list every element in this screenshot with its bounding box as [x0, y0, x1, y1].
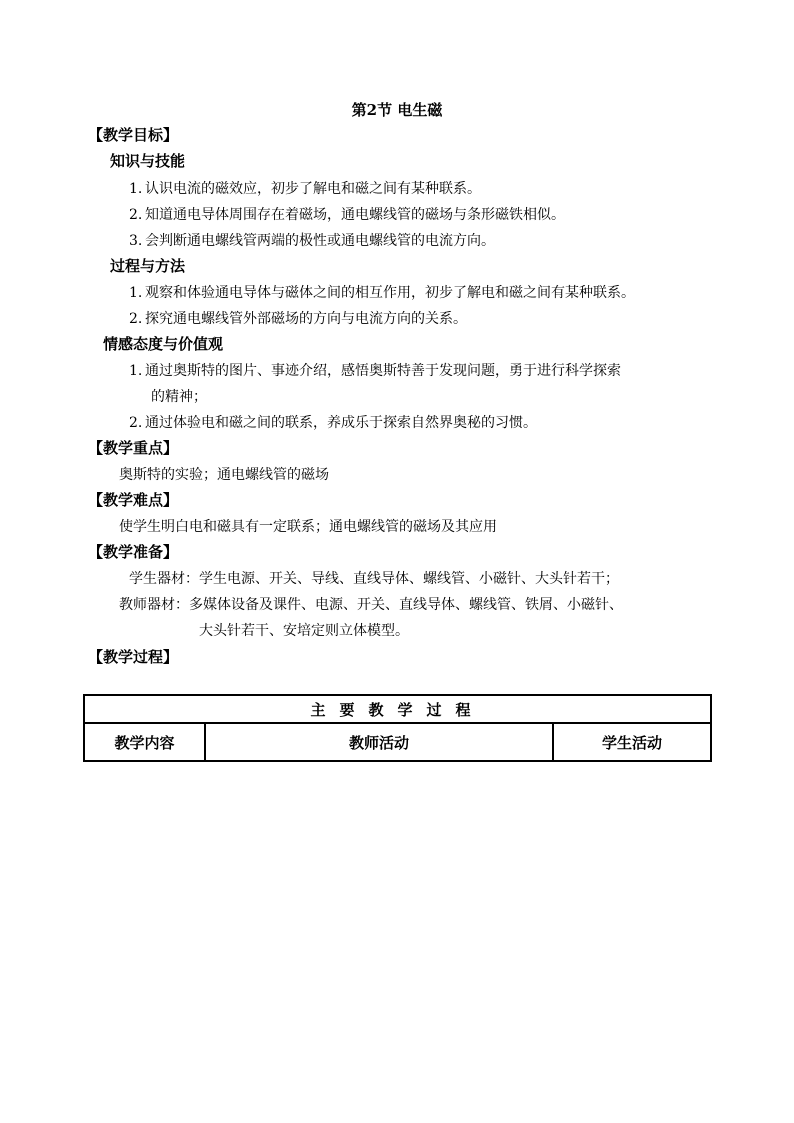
teaching-process-table [83, 694, 712, 762]
key-points-text: 奥斯特的实验；通电螺线管的磁场 [119, 467, 329, 483]
item-number: 2. [129, 207, 143, 223]
item-number: 1. [129, 363, 143, 379]
item-text: 探究通电螺线管外部磁场的方向与电流方向的关系。 [145, 311, 467, 327]
item-number: 3. [129, 233, 143, 249]
item-text: 会判断通电螺线管两端的极性或通电螺线管的电流方向。 [145, 233, 495, 249]
difficulties-text: 使学生明白电和磁具有一定联系；通电螺线管的磁场及其应用 [119, 519, 497, 535]
item-number: 1. [129, 181, 143, 197]
item-text: 认识电流的磁效应，初步了解电和磁之间有某种联系。 [145, 181, 481, 197]
difficulties-heading: 【教学难点】 [88, 491, 179, 509]
knowledge-item-1 [129, 178, 481, 198]
knowledge-heading: 知识与技能 [110, 152, 186, 170]
teacher-materials: 教师器材：多媒体设备及课件、电源、开关、直线导体、螺线管、铁屑、小磁针、 [119, 597, 623, 613]
table-caption-row [84, 695, 711, 723]
process-method-heading: 过程与方法 [110, 257, 186, 275]
student-materials: 学生器材：学生电源、开关、导线、直线导体、螺线管、小磁针、大头针若干； [129, 571, 619, 587]
table-caption: 主要教学过程 [84, 695, 711, 723]
item-number: 2. [129, 415, 143, 431]
column-header-student: 学生活动 [553, 723, 711, 761]
key-points-heading: 【教学重点】 [88, 439, 179, 457]
item-number: 2. [129, 311, 143, 327]
page-title: 第2节 电生磁 [351, 101, 443, 119]
preparation-heading: 【教学准备】 [88, 543, 179, 561]
item-text: 通过奥斯特的图片、事迹介绍，感悟奥斯特善于发现问题，勇于进行科学探索 [145, 363, 621, 379]
item-text: 知道通电导体周围存在着磁场，通电螺线管的磁场与条形磁铁相似。 [145, 207, 565, 223]
item-text: 通过体验电和磁之间的联系，养成乐于探索自然界奥秘的习惯。 [145, 415, 537, 431]
attitude-heading: 情感态度与价值观 [103, 335, 224, 353]
attitude-item-2 [129, 412, 537, 432]
item-text: 观察和体验通电导体与磁体之间的相互作用，初步了解电和磁之间有某种联系。 [145, 285, 635, 301]
table-header-row [84, 723, 711, 761]
column-header-content: 教学内容 [84, 723, 205, 761]
knowledge-item-3 [129, 230, 495, 250]
objectives-heading: 【教学目标】 [88, 126, 179, 144]
process-heading: 【教学过程】 [88, 648, 179, 666]
attitude-item-1 [129, 360, 621, 380]
process-item-2 [129, 308, 467, 328]
teacher-materials-continuation: 大头针若干、安培定则立体模型。 [199, 623, 409, 639]
process-item-1 [129, 282, 635, 302]
item-number: 1. [129, 285, 143, 301]
attitude-item-1-continuation: 的精神； [151, 389, 207, 405]
column-header-teacher: 教师活动 [205, 723, 553, 761]
knowledge-item-2 [129, 204, 565, 224]
